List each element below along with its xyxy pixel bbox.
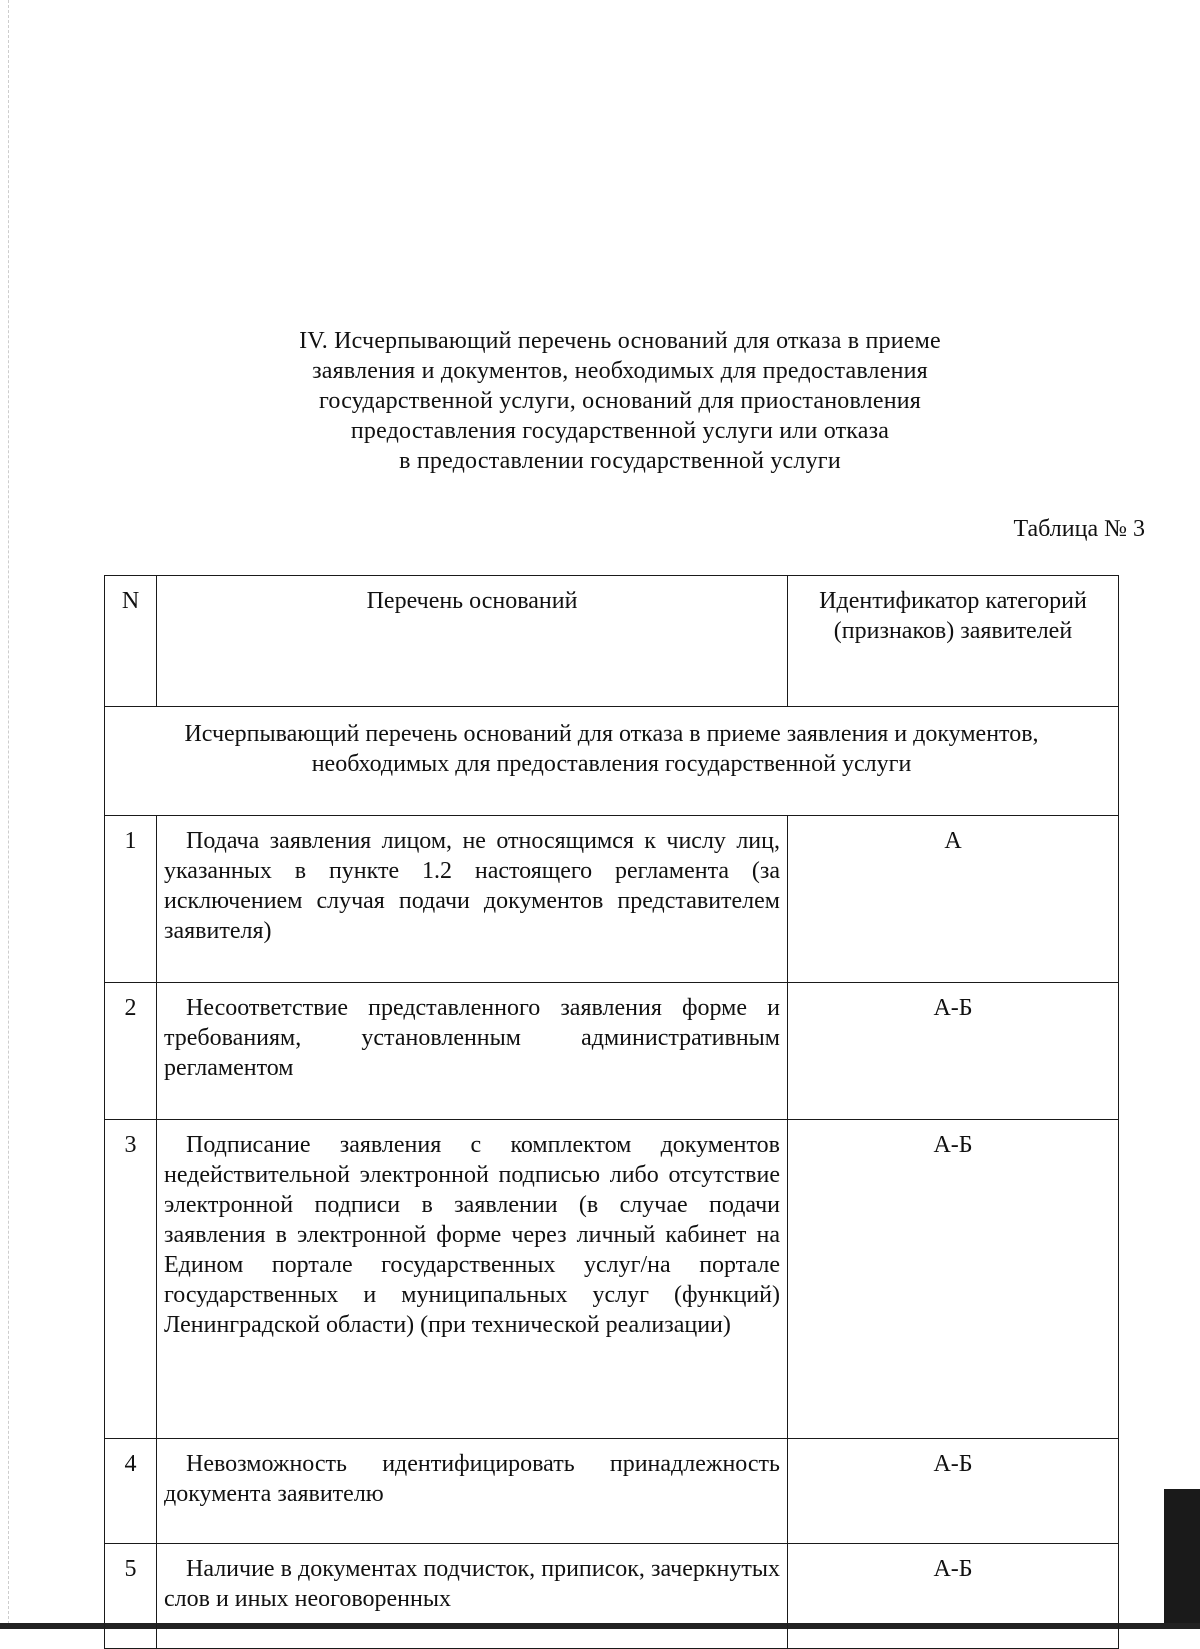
row-number: 4: [105, 1439, 157, 1544]
row-identifier: А-Б: [788, 1544, 1119, 1649]
row-identifier: А-Б: [788, 983, 1119, 1120]
header-grounds: Перечень оснований: [157, 576, 788, 707]
row-identifier: А-Б: [788, 1439, 1119, 1544]
section-title-line: предоставления государственной услуги или отказа: [350, 418, 890, 444]
table-row: [105, 983, 1119, 1120]
row-number: 1: [105, 816, 157, 983]
table-header-row: [105, 576, 1119, 707]
row-text: [157, 1544, 788, 1649]
subsection-heading: Исчерпывающий перечень оснований для отказа в приеме заявления и документов, необходимых для предоставления государственной услуги: [105, 707, 1119, 816]
row-text-content: Наличие в документах подчисток, приписок, зачеркнутых слов и иных неоговоренных: [164, 1556, 780, 1612]
section-title: [190, 326, 1050, 476]
table-row: [105, 1544, 1119, 1649]
table-row: [105, 816, 1119, 983]
row-text: [157, 1120, 788, 1439]
row-text: [157, 1439, 788, 1544]
row-number: 3: [105, 1120, 157, 1439]
grounds-table: [104, 575, 1119, 1649]
header-identifier: Идентификатор категорий (признаков) заявителей: [788, 576, 1119, 707]
row-text-content: Несоответствие представленного заявления форме и требованиям, установленным административным регламентом: [164, 995, 780, 1081]
section-title-line: государственной услуги, оснований для приостановления: [318, 388, 922, 414]
subsection-row: [105, 707, 1119, 816]
section-title-line: IV. Исчерпывающий перечень оснований для отказа в приеме: [299, 328, 941, 354]
row-text: [157, 816, 788, 983]
row-number: 2: [105, 983, 157, 1120]
row-identifier: А: [788, 816, 1119, 983]
scan-edge-left: [8, 0, 10, 1629]
header-num: N: [105, 576, 157, 707]
table-row: [105, 1120, 1119, 1439]
table-caption: Таблица № 3: [1013, 516, 1145, 542]
row-text-content: Подписание заявления с комплектом документов недействительной электронной подписью либо отсутствие электронной подписи в заявлении (в случае подачи заявления в электронной форме через личный кабинет на Едином портале государственных услуг/на портале государственных и муниципальных услуг (функций) Ленинградской области) (при технической реализации): [164, 1132, 780, 1338]
section-title-line: в предоставлении государственной услуги: [399, 448, 841, 474]
table-row: [105, 1439, 1119, 1544]
row-text-content: Невозможность идентифицировать принадлежность документа заявителю: [164, 1451, 780, 1507]
scan-shadow-corner: [1164, 1489, 1200, 1629]
section-title-line: заявления и документов, необходимых для предоставления: [312, 358, 928, 384]
row-text-content: Подача заявления лицом, не относящимся к числу лиц, указанных в пункте 1.2 настоящего регламента (за исключением случая подачи документов представителем заявителя): [164, 828, 780, 944]
row-number: 5: [105, 1544, 157, 1649]
row-text: [157, 983, 788, 1120]
row-identifier: А-Б: [788, 1120, 1119, 1439]
